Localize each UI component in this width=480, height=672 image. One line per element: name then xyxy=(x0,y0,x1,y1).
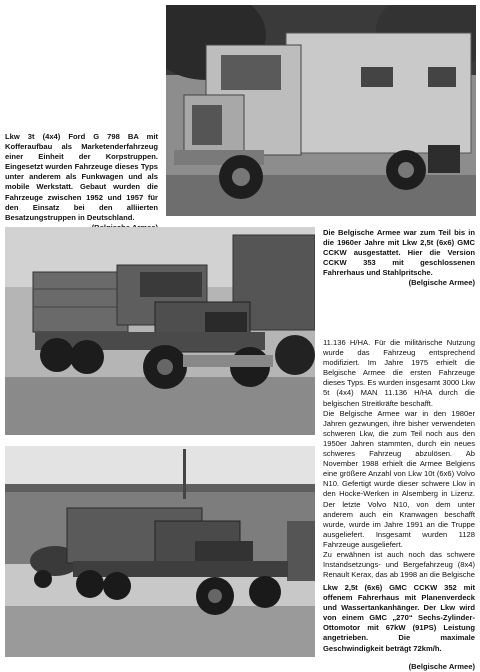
caption-ford-truck xyxy=(5,132,158,233)
body-text-column xyxy=(323,338,475,580)
photo-gmc-cckw-352 xyxy=(5,446,315,657)
body-paragraph-man: 11.136 H/HA. Für die militärische Nutzung wurde das Fahrzeug entsprechend modifiziert. Im Jahre 1975 erhielt die Belgische Armee die ersten Fahrzeuge dieses Typs. Es wurden insgesamt 3000 Lkw 5t (4x4) MAN 11.136 H/HA durch die belgischen Streitkräfte beschafft. xyxy=(323,338,475,408)
photo-ford-box-truck xyxy=(166,5,476,216)
caption-gmc-352-credit: (Belgische Armee) xyxy=(408,661,475,671)
caption-ford-truck-text: Lkw 3t (4x4) Ford G 798 BA mit Kofferaufbau als Marketenderfahrzeug einer Einheit der Korpstruppen. Eingesetzt wurden Fahrzeuge dieses Typs unter anderem als Funkwagen und als mobile Werkstatt. Gebaut wurden die Fahrzeuge zwischen 1952 und 1957 für den Einsatz bei den alliierten Besatzungstruppen in Deutschland. xyxy=(5,132,158,222)
body-paragraph-renault: Zu erwähnen ist auch noch das schwere Instandsetzungs- und Bergefahrzeug (8x4) Renault Kerax, das ab 1998 an die Belgische xyxy=(323,549,475,580)
photo-gmc-cckw-353 xyxy=(5,227,315,435)
caption-gmc-353-text: Die Belgische Armee war zum Teil bis in die 1960er Jahre mit Lkw 2,5t (6x6) GMC CCKW ausgestattet. Hier die Version CCKW 353 mit geschlossenen Fahrerhaus und Stahlpritsche. xyxy=(323,228,475,278)
body-paragraph-volvo: Die Belgische Armee war in den 1980er Jahren gezwungen, ihre bisher verwendeten schweren Lkw, die zum Teil noch aus den 1950er Jahren stammten, durch ein neues schweres Fahrzeug abzulösen. Ab November 1988 erhielt die Armee Belgiens eine größere Anzahl von Lkw 10t (6x6) Volvo N10. Gefertigt wurde dieser schwere Lkw in den Hocke-Werken in Alsemberg in Lizenz. Der letzte Volvo N10, von dem unter anderem auch ein Kranwagen beschafft wurde, wurde im Jahre 1991 an die Truppe ausgeliefert. Insgesamt wurden 1128 Fahrzeuge ausgeliefert. xyxy=(323,408,475,549)
caption-gmc-353 xyxy=(323,228,475,289)
caption-gmc-353-credit: (Belgische Armee) xyxy=(408,278,475,288)
caption-gmc-352 xyxy=(323,583,475,672)
caption-gmc-352-text: Lkw 2,5t (6x6) GMC CCKW 352 mit offenem Fahrerhaus mit Planenverdeck und Wassertankanhänger. Der Lkw wird von einem GMC „270“ Sechs-Zylinder-Ottomotor mit 67kW (91PS) Leistung angetrieben. Die maximale Geschwindigkeit beträgt 72km/h. xyxy=(323,583,475,653)
